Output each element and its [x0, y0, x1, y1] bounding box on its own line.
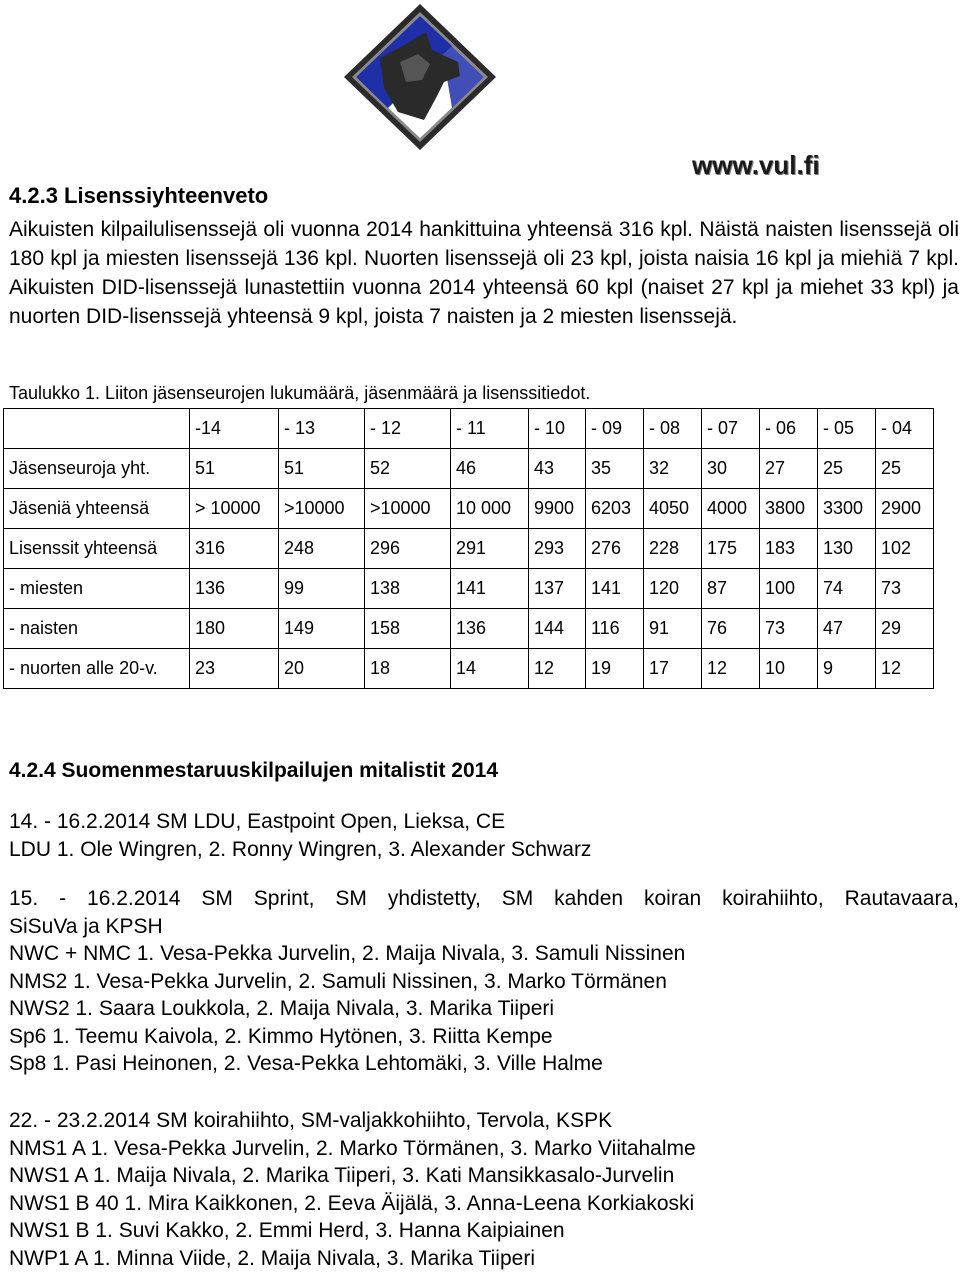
- table-cell: 228: [644, 529, 702, 569]
- table-cell: 10 000: [451, 489, 529, 529]
- table-cell: 296: [365, 529, 451, 569]
- table-cell: 25: [818, 449, 876, 489]
- table-cell: 30: [702, 449, 760, 489]
- event-title-cont: SiSuVa ja KPSH: [9, 914, 163, 938]
- table-cell: 76: [702, 609, 760, 649]
- table-cell: 12: [876, 649, 934, 689]
- table-cell: 293: [529, 529, 586, 569]
- vul-logo: [340, 2, 820, 182]
- table-cell: 73: [876, 569, 934, 609]
- event-result-line: NWS2 1. Saara Loukkola, 2. Maija Nivala, 3. Marika Tiiperi: [9, 997, 555, 1020]
- table-row: [4, 489, 934, 529]
- table-header-cell: [4, 409, 190, 449]
- table-cell: 32: [644, 449, 702, 489]
- table-cell: 120: [644, 569, 702, 609]
- table-cell: 141: [586, 569, 644, 609]
- table-header-cell: - 05: [818, 409, 876, 449]
- table-header-row: [4, 409, 934, 449]
- table-cell: 6203: [586, 489, 644, 529]
- table-header-cell: - 06: [760, 409, 818, 449]
- event-result-line: NWC + NMC 1. Vesa-Pekka Jurvelin, 2. Maija Nivala, 3. Samuli Nissinen: [9, 942, 686, 965]
- event-result-line: NWS1 B 1. Suvi Kakko, 2. Emmi Herd, 3. Hanna Kaipiainen: [9, 1219, 565, 1242]
- table-cell: 136: [190, 569, 279, 609]
- event-result-line: NWS1 A 1. Maija Nivala, 2. Marika Tiiperi, 3. Kati Mansikkasalo-Jurvelin: [9, 1164, 675, 1187]
- table-header-cell: - 07: [702, 409, 760, 449]
- event-result-line: LDU 1. Ole Wingren, 2. Ronny Wingren, 3. Alexander Schwarz: [9, 837, 592, 861]
- licenses-paragraph: Aikuisten kilpailulisenssejä oli vuonna 2014 hankittuina yhteensä 316 kpl. Näistä naisten lisenssejä oli 180 kpl ja miesten lisenssejä 136 kpl. Nuorten lisenssejä oli 23 kpl, joista naisia 16 kpl ja miehiä 7 kpl. Aikuisten DID-lisenssejä lunastettiin vuonna 2014 yhteensä 60 kpl (naiset 27 kpl ja miehet 33 kpl) ja nuorten DID-lisenssejä yhteensä 9 kpl, joista 7 naisten ja 2 miesten lisenssejä.: [9, 218, 959, 328]
- table-cell: 19: [586, 649, 644, 689]
- table-cell: 138: [365, 569, 451, 609]
- table-cell: 180: [190, 609, 279, 649]
- table-cell: 102: [876, 529, 934, 569]
- dog-diamond-logo-icon: [340, 2, 500, 152]
- table-cell: 100: [760, 569, 818, 609]
- table-cell: 12: [702, 649, 760, 689]
- table-cell: 276: [586, 529, 644, 569]
- table-cell: 47: [818, 609, 876, 649]
- table-row-label: - naisten: [4, 609, 190, 649]
- event-title: 22. - 23.2.2014 SM koirahiihto, SM-valjakkohiihto, Tervola, KSPK: [9, 1109, 613, 1132]
- table-cell: 3300: [818, 489, 876, 529]
- table-cell: 116: [586, 609, 644, 649]
- table-cell: 158: [365, 609, 451, 649]
- table-cell: 136: [451, 609, 529, 649]
- table-row: [4, 569, 934, 609]
- table-row: [4, 649, 934, 689]
- table-cell: 46: [451, 449, 529, 489]
- event-result-line: NWS1 B 40 1. Mira Kaikkonen, 2. Eeva Äijälä, 3. Anna-Leena Korkiakoski: [9, 1191, 695, 1215]
- table-row-label: - miesten: [4, 569, 190, 609]
- table-header-cell: - 04: [876, 409, 934, 449]
- table-row: [4, 609, 934, 649]
- table-cell: 91: [644, 609, 702, 649]
- section-heading-licenses: 4.2.3 Lisenssiyhteenveto: [9, 183, 269, 208]
- table-cell: 73: [760, 609, 818, 649]
- event-result-line: Sp6 1. Teemu Kaivola, 2. Kimmo Hytönen, 3. Riitta Kempe: [9, 1024, 553, 1048]
- table-cell: 23: [190, 649, 279, 689]
- table-cell: 10: [760, 649, 818, 689]
- table-cell: 175: [702, 529, 760, 569]
- event-result-line: NMS1 A 1. Vesa-Pekka Jurvelin, 2. Marko Törmänen, 3. Marko Viitahalme: [9, 1136, 696, 1160]
- table-cell: > 10000: [190, 489, 279, 529]
- table-cell: >10000: [279, 489, 365, 529]
- table-cell: 35: [586, 449, 644, 489]
- table-cell: 87: [702, 569, 760, 609]
- table-header-cell: - 08: [644, 409, 702, 449]
- table-cell: 20: [279, 649, 365, 689]
- table-cell: 27: [760, 449, 818, 489]
- table-cell: 144: [529, 609, 586, 649]
- table-cell: 12: [529, 649, 586, 689]
- table-cell: 291: [451, 529, 529, 569]
- table-header-cell: - 09: [586, 409, 644, 449]
- event-ldu: [9, 808, 959, 863]
- event-koirahiihto: [9, 1107, 959, 1272]
- table-cell: 137: [529, 569, 586, 609]
- table-header-cell: - 13: [279, 409, 365, 449]
- table-header-cell: - 10: [529, 409, 586, 449]
- table-cell: 316: [190, 529, 279, 569]
- table-cell: 74: [818, 569, 876, 609]
- table-header-cell: - 12: [365, 409, 451, 449]
- table-cell: 43: [529, 449, 586, 489]
- table-row-label: - nuorten alle 20-v.: [4, 649, 190, 689]
- table-cell: 51: [279, 449, 365, 489]
- table-row-label: Lisenssit yhteensä: [4, 529, 190, 569]
- table-cell: 51: [190, 449, 279, 489]
- table-cell: 9: [818, 649, 876, 689]
- event-title: 15. - 16.2.2014 SM Sprint, SM yhdistetty, SM kahden koiran koirahiihto, Rautavaara,: [9, 887, 959, 910]
- table-cell: 99: [279, 569, 365, 609]
- event-sprint: [9, 885, 959, 1078]
- table-cell: >10000: [365, 489, 451, 529]
- table-cell: 141: [451, 569, 529, 609]
- license-stats-table: [3, 408, 934, 689]
- table-cell: 29: [876, 609, 934, 649]
- table-header-cell: -14: [190, 409, 279, 449]
- table-cell: 248: [279, 529, 365, 569]
- table-cell: 14: [451, 649, 529, 689]
- table-cell: 4050: [644, 489, 702, 529]
- table-cell: 149: [279, 609, 365, 649]
- section-heading-medalists: 4.2.4 Suomenmestaruuskilpailujen mitalistit 2014: [9, 759, 499, 782]
- table-cell: 3800: [760, 489, 818, 529]
- table-cell: 2900: [876, 489, 934, 529]
- table-cell: 52: [365, 449, 451, 489]
- event-title: 14. - 16.2.2014 SM LDU, Eastpoint Open, Lieksa, CE: [9, 810, 506, 833]
- event-result-line: Sp8 1. Pasi Heinonen, 2. Vesa-Pekka Lehtomäki, 3. Ville Halme: [9, 1052, 603, 1075]
- table-cell: 4000: [702, 489, 760, 529]
- table-cell: 183: [760, 529, 818, 569]
- table-cell: 18: [365, 649, 451, 689]
- event-result-line: NMS2 1. Vesa-Pekka Jurvelin, 2. Samuli Nissinen, 3. Marko Törmänen: [9, 969, 667, 993]
- table-row: [4, 529, 934, 569]
- table-cell: 25: [876, 449, 934, 489]
- table-caption: Taulukko 1. Liiton jäsenseurojen lukumäärä, jäsenmäärä ja lisenssitiedot.: [9, 383, 591, 403]
- table-row: [4, 449, 934, 489]
- table-header-cell: - 11: [451, 409, 529, 449]
- table-cell: 9900: [529, 489, 586, 529]
- table-cell: 17: [644, 649, 702, 689]
- table-row-label: Jäseniä yhteensä: [4, 489, 190, 529]
- logo-url-text: www.vul.fi: [692, 150, 820, 180]
- table-cell: 130: [818, 529, 876, 569]
- event-result-line: NWP1 A 1. Minna Viide, 2. Maija Nivala, 3. Marika Tiiperi: [9, 1246, 535, 1270]
- table-row-label: Jäsenseuroja yht.: [4, 449, 190, 489]
